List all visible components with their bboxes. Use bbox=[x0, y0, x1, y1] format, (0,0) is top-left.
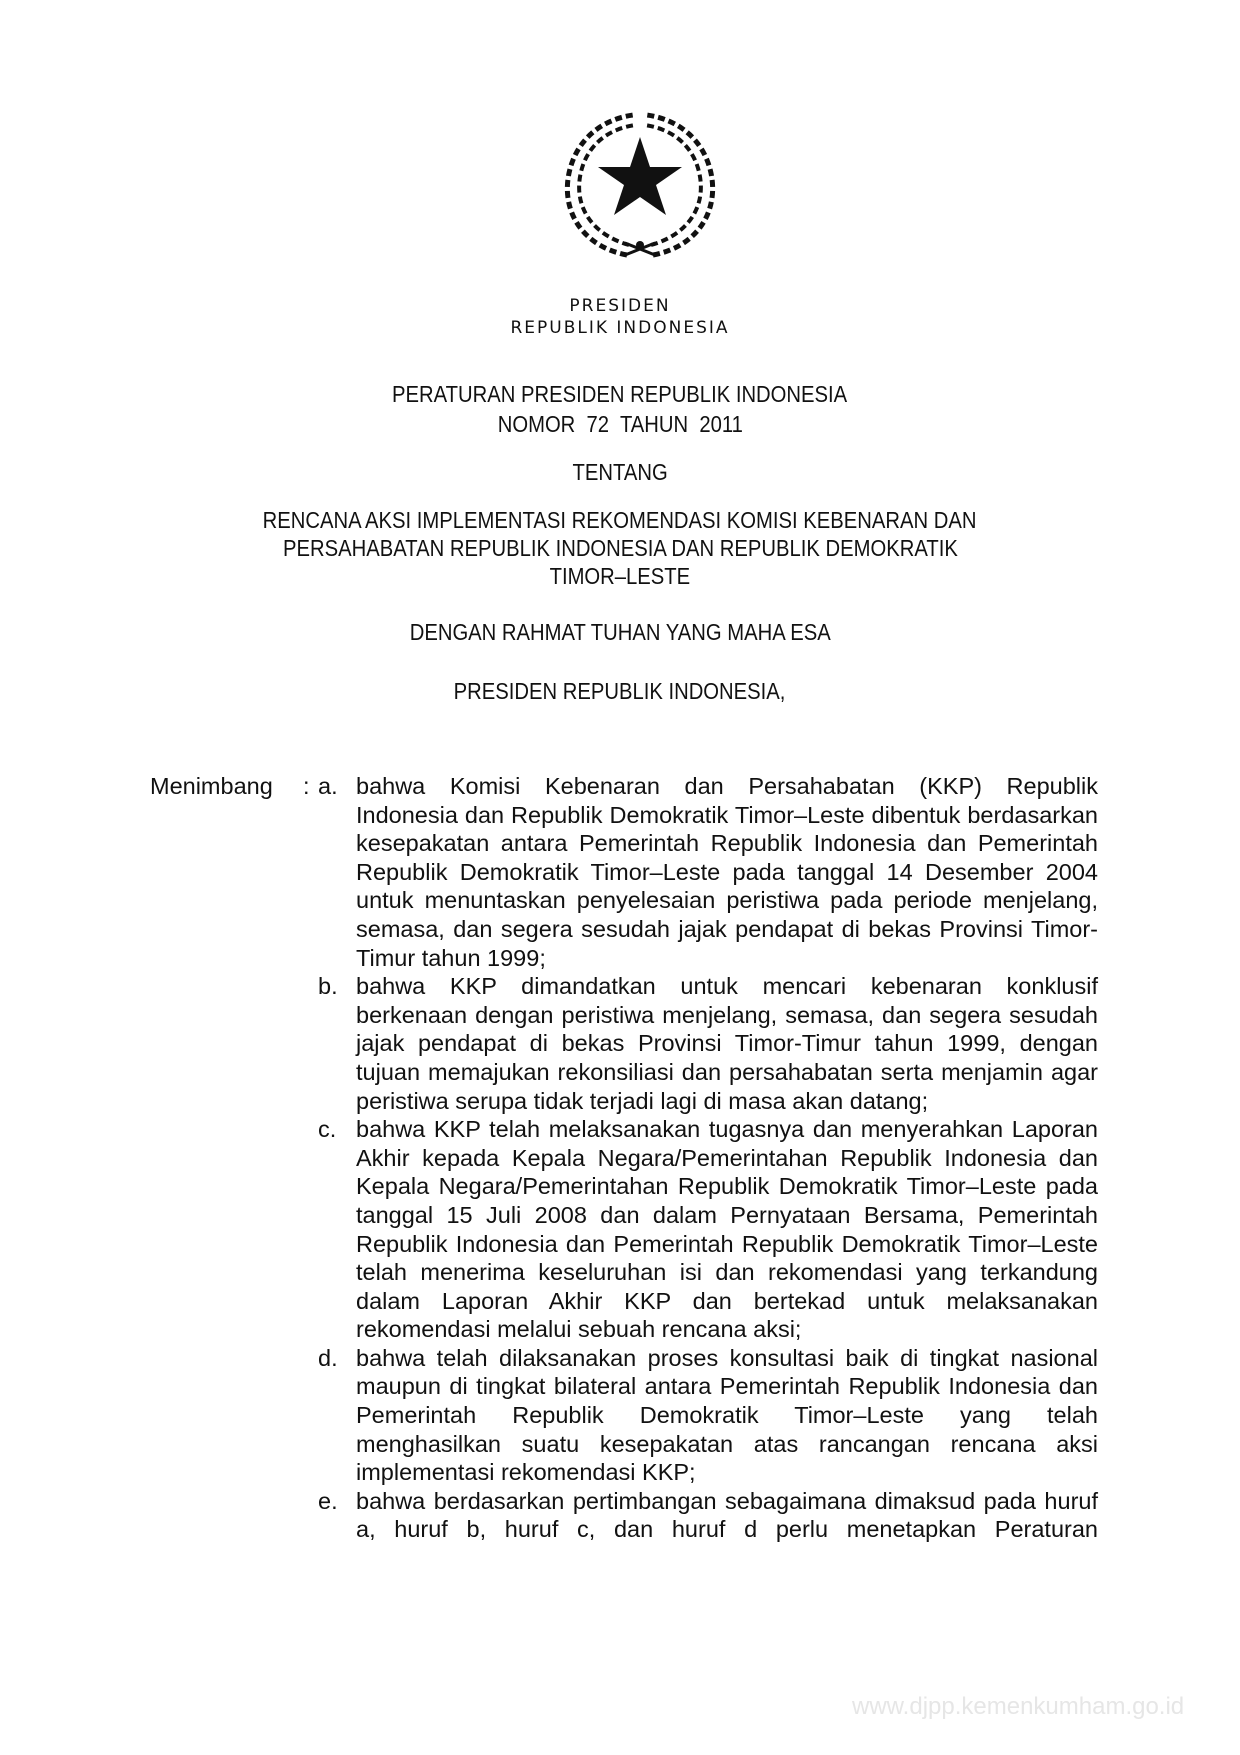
consideration-item bbox=[318, 1344, 1098, 1487]
consideration-item bbox=[318, 772, 1098, 972]
tentang-heading: TENTANG bbox=[572, 459, 668, 485]
blessing-line: DENGAN RAHMAT TUHAN YANG MAHA ESA bbox=[409, 619, 831, 645]
subject-line-2: PERSAHABATAN REPUBLIK INDONESIA DAN REPUBLIK DEMOKRATIK bbox=[282, 535, 958, 561]
consideration-item bbox=[318, 1487, 1098, 1544]
president-line: PRESIDEN REPUBLIK INDONESIA, bbox=[454, 678, 786, 704]
item-letter: a. bbox=[318, 773, 338, 799]
consideration-item bbox=[318, 972, 1098, 1115]
emblem-caption-line2: REPUBLIK INDONESIA bbox=[510, 318, 730, 338]
item-letter: b. bbox=[318, 973, 338, 1000]
item-letter: d. bbox=[318, 1344, 338, 1371]
regulation-title: PERATURAN PRESIDEN REPUBLIK INDONESIA bbox=[392, 381, 848, 407]
item-letter: e. bbox=[318, 1487, 338, 1514]
menimbang-label: Menimbang bbox=[150, 773, 273, 799]
item-letter: c. bbox=[318, 1116, 337, 1143]
item-text: bahwa KKP dimandatkan untuk mencari kebenaran konklusif berkenaan dengan peristiwa menjelang, semasa, dan segera sesudah jajak pendapat di bekas Provinsi Timor-Timur tahun 1999, dengan tujuan memajukan rekonsiliasi dan persahabatan serta menjamin agar peristiwa serupa tidak terjadi lagi di masa akan datang; bbox=[356, 973, 1098, 1114]
item-text: bahwa telah dilaksanakan proses konsultasi baik di tingkat nasional maupun di tingkat bilateral antara Pemerintah Republik Indonesia dan Pemerintah Republik Demokratik Timor–Leste yang telah menghasilkan suatu kesepakatan atas rancangan rencana aksi implementasi rekomendasi KKP; bbox=[356, 1344, 1098, 1486]
item-text: bahwa KKP telah melaksanakan tugasnya dan menyerahkan Laporan Akhir kepada Kepala Negara/Pemerintahan Republik Indonesia dan Kepala Negara/Pemerintahan Republik Demokratik Timor–Leste pada tanggal 15 Juli 2008 dan dalam Pernyataan Bersama, Pemerintah Republik Indonesia dan Pemerintah Republik Demokratik Timor–Leste telah menerima keseluruhan isi dan rekomendasi yang terkandung dalam Laporan Akhir KKP dan bertekad untuk melaksanakan rekomendasi melalui sebuah rencana aksi; bbox=[356, 1116, 1098, 1343]
star-garland-emblem-icon bbox=[555, 105, 725, 265]
item-text: bahwa Komisi Kebenaran dan Persahabatan (KKP) Republik Indonesia dan Republik Demokratik Timor–Leste dibentuk berdasarkan kesepakatan antara Pemerintah Republik Indonesia dan Pemerintah Republik Demokratik Timor–Leste pada tanggal 14 Desember 2004 untuk menuntaskan penyelesaian peristiwa pada periode menjelang, semasa, dan segera sesudah jajak pendapat di bekas Provinsi Timor-Timur tahun 1999; bbox=[356, 773, 1098, 971]
subject-line-3: TIMOR–LESTE bbox=[549, 563, 691, 589]
menimbang-colon: : bbox=[303, 773, 310, 799]
item-text: bahwa berdasarkan pertimbangan sebagaimana dimaksud pada huruf a, huruf b, huruf c, dan huruf d perlu menetapkan Peraturan bbox=[356, 1487, 1098, 1543]
consideration-item bbox=[318, 1115, 1098, 1344]
considerations-list bbox=[318, 772, 1098, 1544]
regulation-number: NOMOR 72 TAHUN 2011 bbox=[497, 411, 743, 437]
watermark-url[interactable]: www.djpp.kemenkumham.go.id bbox=[852, 1693, 1185, 1720]
subject-line-1: RENCANA AKSI IMPLEMENTASI REKOMENDASI KOMISI KEBENARAN DAN bbox=[263, 507, 977, 533]
emblem-caption-line1: PRESIDEN bbox=[569, 296, 671, 316]
